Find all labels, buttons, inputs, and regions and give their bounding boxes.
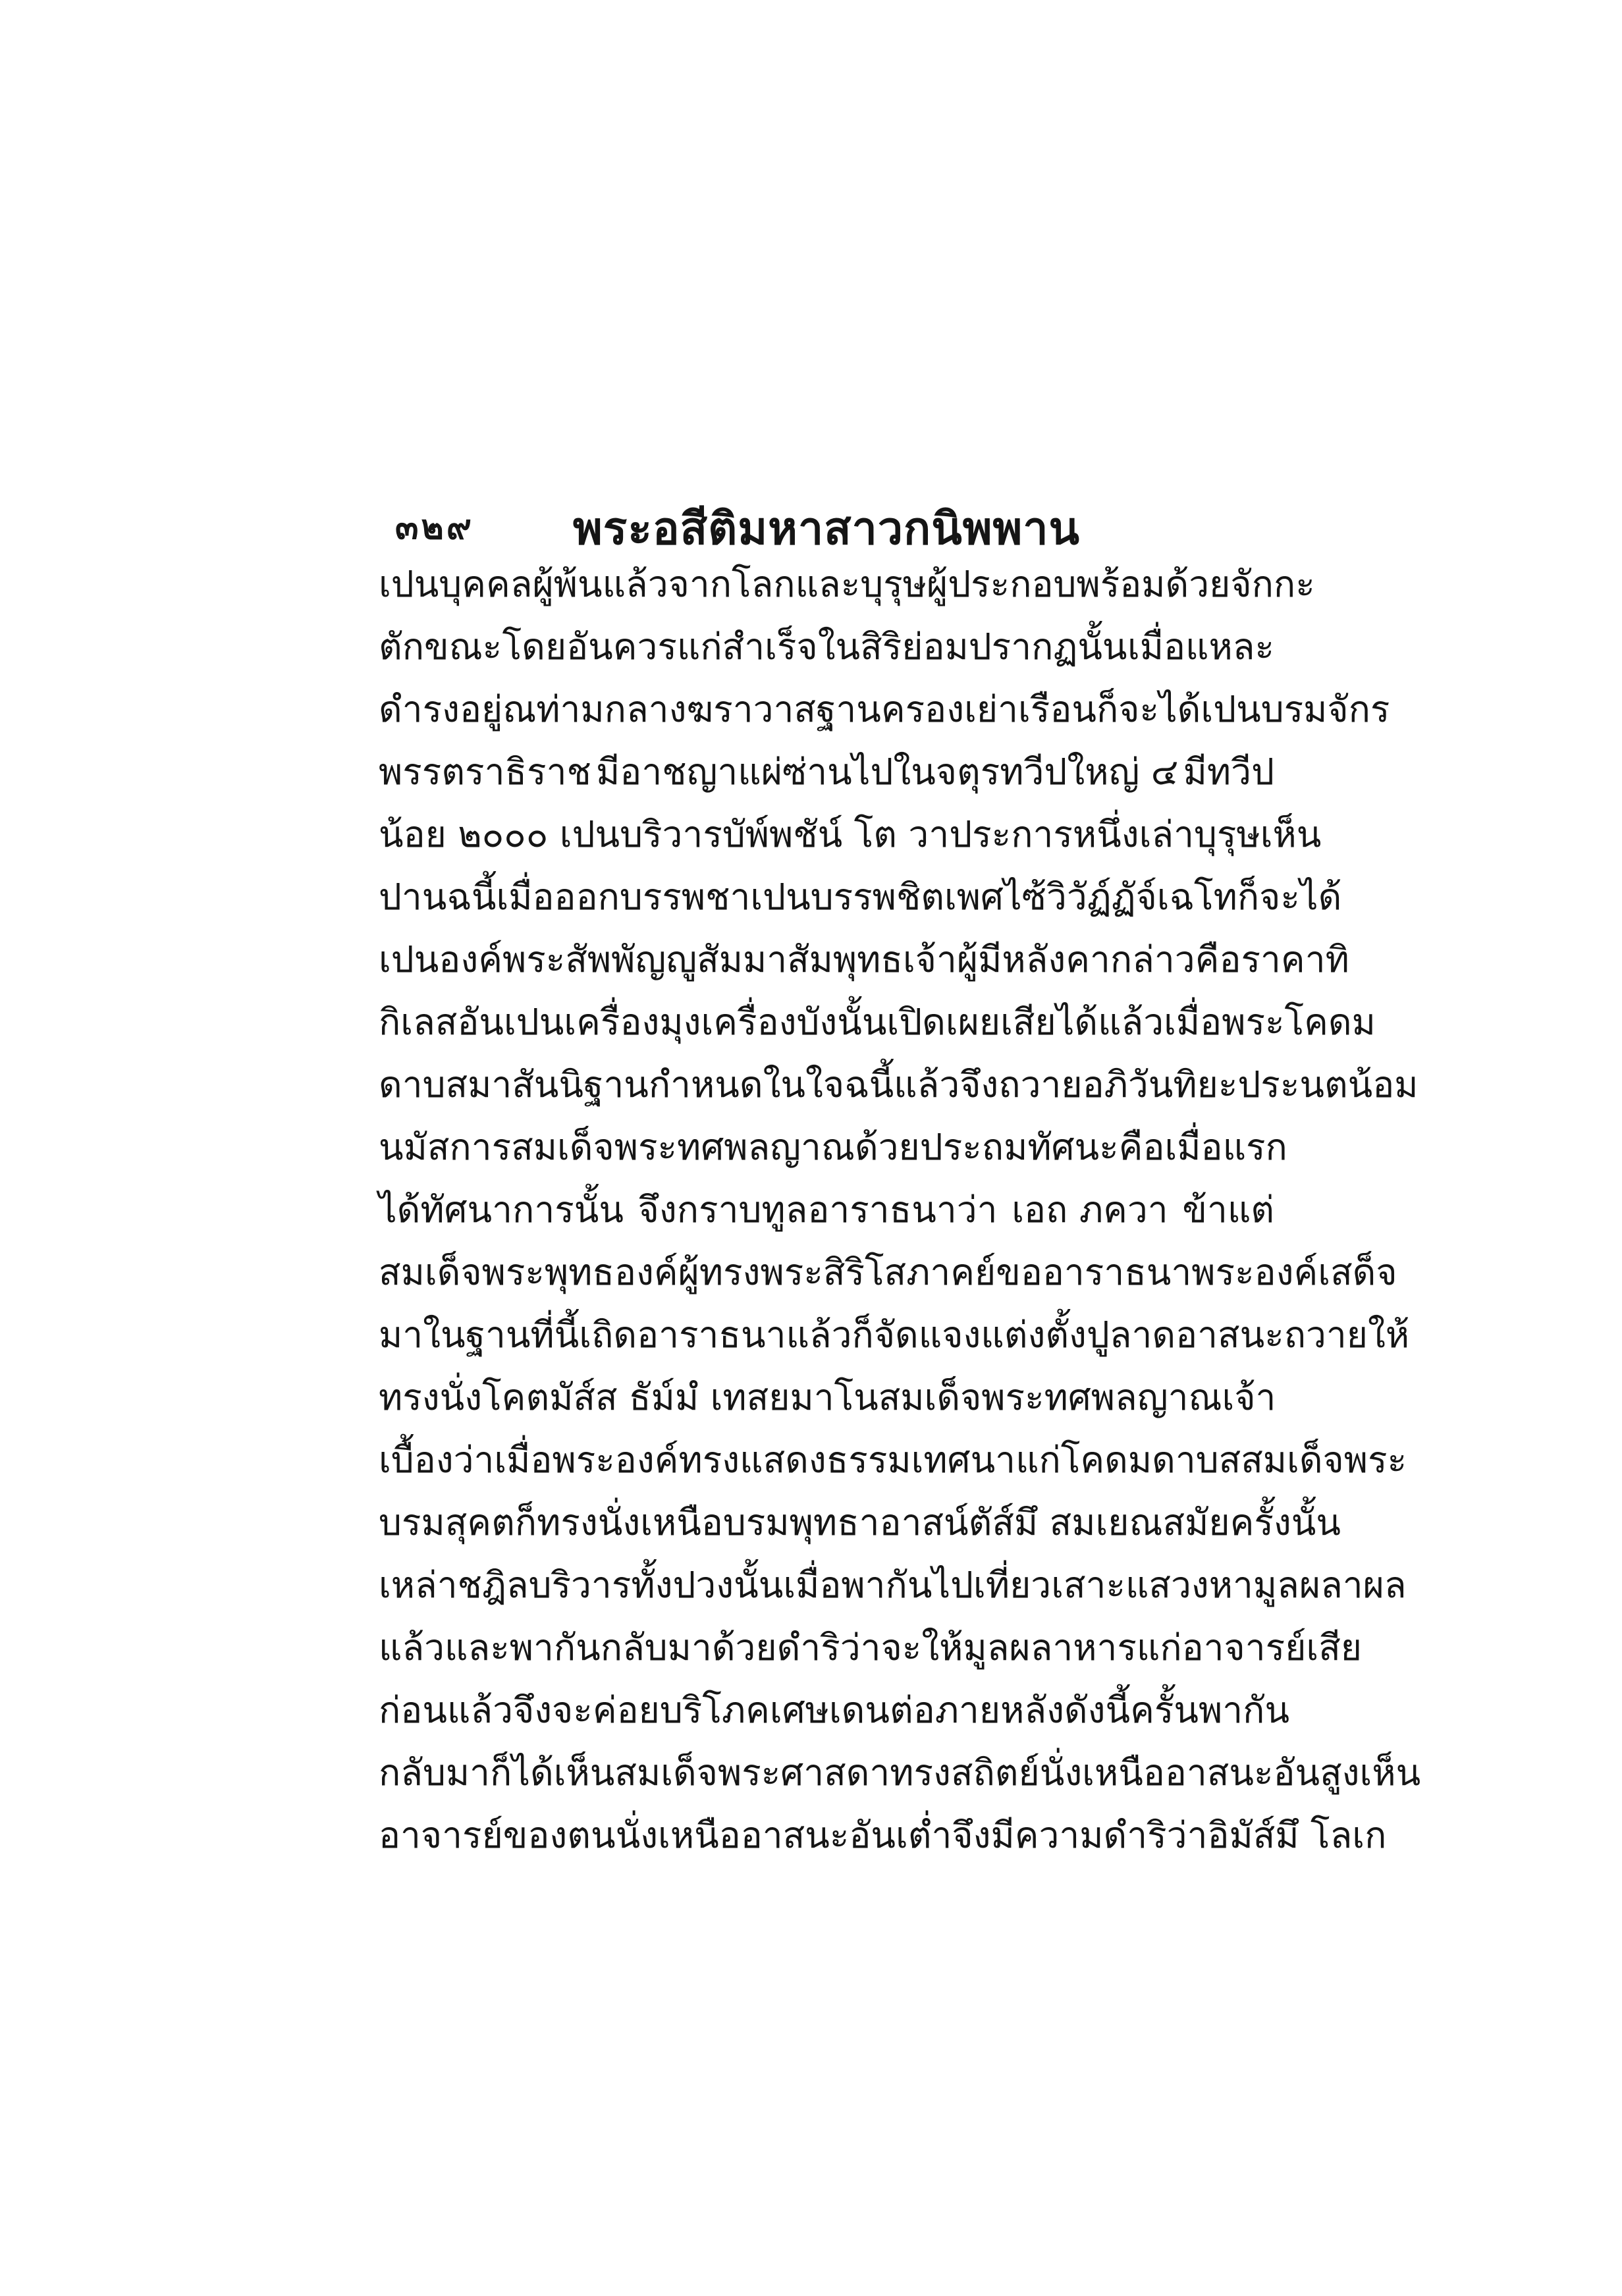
text-segment: ณสมัยครั้งนั้น [1129,1501,1341,1543]
text-segment: ก็จะได้ [1237,876,1342,918]
text-segment: เมื่อพากันไปเที่ยวเสาะแสวงหามูลผลาผล [783,1564,1407,1606]
text-segment: ประการหนึ่งเล่าบุรุษเห็น [949,813,1322,855]
text-segment: ได้ทัศนาการนั้น [379,1188,624,1231]
text-line [379,1179,1274,1241]
text-segment: สมเด็จพระ [1241,1439,1407,1481]
text-segment: ก่อนแล้ว [379,1689,513,1731]
text-segment: คือเมื่อแรก [1118,1126,1287,1168]
text-segment: นมัสการ [379,1126,512,1168]
text-segment: จึงมีความดำริว่า [952,1814,1208,1856]
text-segment: วิวัฏ์ฏัจ์เฉโท [1046,876,1237,918]
text-segment: เปนองค์พระสัพพัญญูสัมมาสัมพุทธเจ้า [379,938,957,980]
text-line [379,1366,1274,1429]
text-segment: ผู้มีหลังคากล่าวคือราคาทิ [956,938,1349,980]
text-line [379,1304,1410,1366]
text-line [379,741,1274,803]
text-segment: ทรงนั่ง [379,1376,483,1418]
text-segment: ครั้นพากัน [1130,1689,1290,1731]
text-line [379,1491,1341,1554]
text-segment: เมื่อออกบรรพชาเปนบรรพชิตเพศไซ้ [496,876,1046,918]
page-number: ๓๒๙ [395,508,474,547]
text-line [379,1241,1397,1304]
text-segment: เมื่อพระโคดม [1164,1001,1376,1043]
text-line [379,1679,1290,1742]
text-segment: มีทวีป [1183,751,1274,793]
text-segment: มาในฐานที่นี้เถิด [379,1314,637,1356]
text-segment: สมเด็จพระทศพลญาณเจ้า [878,1376,1276,1418]
text-line [379,991,1376,1054]
text-segment: สมเด็จพระทศพลญาณด้วยประถมทัศนะ [511,1126,1119,1168]
text-line [379,1804,1387,1867]
text-segment: เบื้องว่าเมื่อพระองค์ทรงแสดงธรรมเทศนาแก่โคดมดาบส [379,1439,1241,1481]
text-segment: บัพ์พชัน์ โต วา [722,813,950,855]
text-segment: จึงถวายอภิวันทิยะประนตน้อม [960,1063,1419,1106]
text-segment: ตักขณะ [379,626,502,668]
text-segment: อิมัส์มึ โลเก [1207,1814,1387,1856]
text-line [379,1429,1407,1491]
text-segment: มีอาชญาแผ่ซ่านไปในจตุรทวีปใหญ่ ๔ [596,751,1179,793]
text-segment: จะให้มูลผลาหารแก่อาจารย์เสีย [880,1626,1363,1669]
text-segment: ข้าแต่ [1182,1188,1274,1231]
text-line [379,1554,1407,1616]
text-segment: โคตมัส์ส ธัม์มํ เทสยมาโน [482,1376,879,1418]
text-segment: เอถ ภควา [1012,1188,1168,1231]
text-segment: แล้วและพากันกลับมาด้วยดำริว่า [379,1626,881,1669]
text-segment: ปานฉนี้ [379,876,497,918]
text-line [379,928,1349,991]
text-segment: ขออาราธนาพระองค์เสด็จ [996,1251,1397,1293]
text-segment: จึงจะค่อยบริโภคเศษเดนต่อภายหลังดังนี้ [512,1689,1131,1731]
text-segment: บรมสุคตก็ทรงนั่งเหนือบรมพุทธาอาสน์ [379,1501,969,1543]
text-segment: กลับมาก็ได้เห็นสมเด็จพระศาสดาทรงสถิตย์นั่งเหนืออาสนะอันสูง [379,1751,1360,1794]
text-segment: กิเลสอันเปนเครื่องมุงเครื่องบังนั้นเปิดเผยเสียได้แล้ว [379,1001,1164,1043]
text-segment: อาจารย์ของตนนั่งเหนืออาสนะอันเต่ำ [379,1814,952,1856]
text-segment: เหล่าชฎิลบริวารทั้งปวงนั้น [379,1564,784,1606]
text-segment: โดยอันควรแก่สำเร็จในสิริย่อมปรากฏนั้น [502,626,1127,668]
text-segment: น้อย ๒๐๐๐ เปนบริวาร [379,813,722,855]
text-segment: ครองเย่าเรือนก็จะได้เปนบรมจักร [880,688,1390,730]
body-text [379,553,1421,1867]
text-segment: จึงกราบทูลอาราธนาว่า [637,1188,998,1231]
text-segment: ดำรงอยู่ณท่ามกลางฆราวาสฐาน [379,688,881,730]
text-segment: ดาบสมาสันนิฐานกำหนดในใจฉนี้แล้ว [379,1063,960,1106]
text-line [379,1116,1287,1179]
text-segment: เปนบุคคลผู้พ้นแล้วจากโลก [379,563,796,605]
text-segment: พรรตราธิราช [379,751,591,793]
text-segment: และบุรุษผู้ประกอบพร้อมด้วยจักกะ [795,563,1315,605]
text-segment: เห็น [1359,1751,1421,1794]
text-segment: อาราธนาแล้วก็จัดแจงแต่งตั้งปูลาดอาสนะถวายให้ [637,1314,1410,1356]
text-line [379,1054,1419,1116]
text-line [379,1742,1421,1804]
text-segment: สมเด็จพระพุทธองค์ผู้ทรงพระสิริโสภาคย์ [379,1251,996,1293]
text-segment: ตัส์มึ สมเย [968,1501,1129,1543]
text-line [379,678,1390,741]
page-header [379,493,1274,555]
text-line [379,1616,1363,1679]
text-line [379,553,1315,616]
text-line [379,866,1342,928]
text-line [379,616,1274,678]
text-segment: เมื่อแหละ [1127,626,1274,668]
text-line [379,803,1322,866]
page-title: พระอสีติมหาสาวกนิพพาน [572,503,1081,555]
